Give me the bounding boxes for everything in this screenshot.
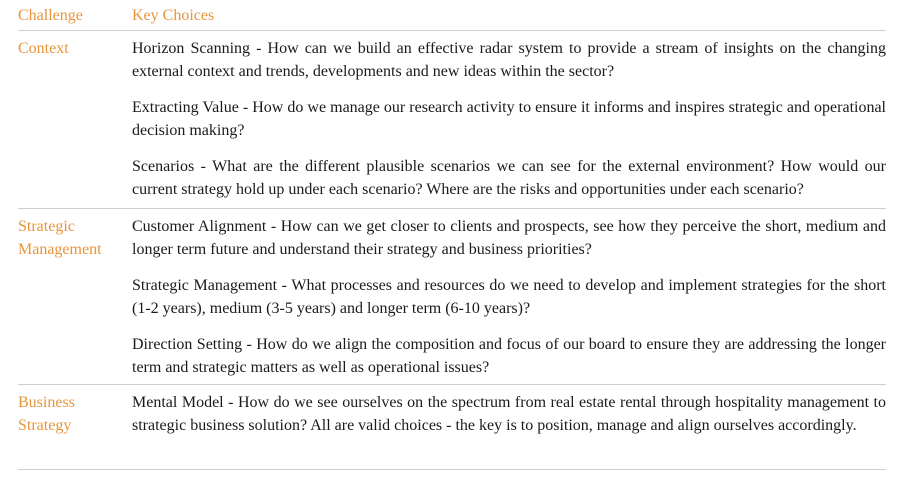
section-strategic-management bbox=[18, 209, 886, 385]
key-choice-item: Strategic Management - What processes and resources do we need to develop and implement strategies for the short (1-2 years), medium (3-5 years) and longer term (6-10 years)? bbox=[132, 277, 886, 317]
key-choice-item: Mental Model - How do we see ourselves on the spectrum from real estate rental through hospitality management to strategic business solution? All are valid choices - the key is to position, manage and align ourselves accordingly. bbox=[132, 394, 886, 434]
key-choice-item: Customer Alignment - How can we get closer to clients and prospects, see how they perceive the short, medium and longer term future and understand their strategy and business priorities? bbox=[132, 218, 886, 258]
challenges-table bbox=[18, 0, 886, 470]
section-business-strategy bbox=[18, 385, 886, 470]
header-key-choices: Key Choices bbox=[132, 7, 215, 24]
section-items bbox=[132, 385, 886, 469]
section-items bbox=[132, 31, 886, 208]
key-choice-item: Direction Setting - How do we align the composition and focus of our board to ensure they are addressing the longer term and strategic matters as well as operational issues? bbox=[132, 336, 886, 376]
section-context bbox=[18, 31, 886, 209]
header-challenge: Challenge bbox=[18, 7, 83, 24]
section-label: Business Strategy bbox=[18, 394, 75, 434]
key-choice-item: Scenarios - What are the different plausible scenarios we can see for the external environment? How would our current strategy hold up under each scenario? Where are the risks and opportunities under each scenario? bbox=[132, 158, 886, 198]
section-label: Strategic Management bbox=[18, 218, 102, 258]
key-choice-item: Extracting Value - How do we manage our research activity to ensure it informs and inspires strategic and operational decision making? bbox=[132, 99, 886, 139]
section-items bbox=[132, 209, 886, 384]
table-header bbox=[18, 0, 886, 31]
key-choice-item: Horizon Scanning - How can we build an effective radar system to provide a stream of insights on the changing external context and trends, developments and new ideas within the sector? bbox=[132, 40, 886, 80]
section-label: Context bbox=[18, 40, 69, 57]
